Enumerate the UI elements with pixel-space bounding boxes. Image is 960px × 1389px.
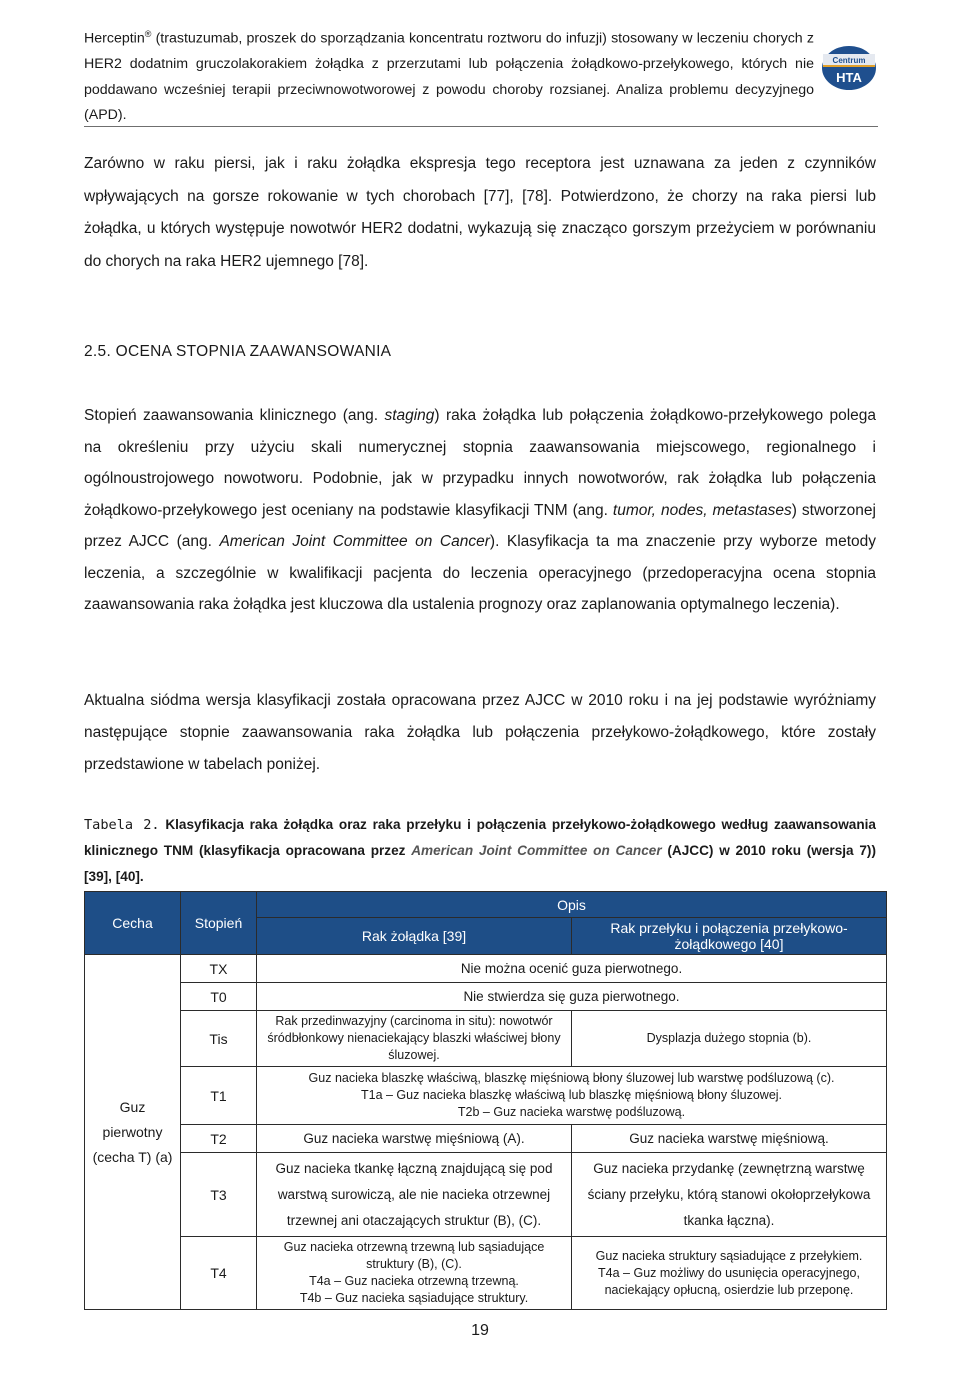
stage-cell: T4 xyxy=(181,1237,257,1310)
description-cell xyxy=(257,1067,887,1125)
logo-text-centrum: Centrum xyxy=(832,56,866,65)
p2-ajcc-term: American Joint Committee on Cancer xyxy=(219,533,490,550)
p2-text-a: Stopień zaawansowania klinicznego (ang. xyxy=(84,407,385,424)
table-row xyxy=(85,1011,887,1067)
stage-cell: T2 xyxy=(181,1125,257,1153)
col-header-opis: Opis xyxy=(257,892,887,918)
p2-text-d: ). Klasyfikacja ta ma znaczenie przy wyborze metody leczenia, a szczególnie w kwalifikacji pacjenta do leczenia operacyjnego (przedoperacyjna ocena stopnia zaawansowania raka żołądka jest kluczowa dla ustalenia prognozy oraz zaplanowania optymalnego leczenia). xyxy=(84,533,876,613)
t1-line-3: T2b – Guz nacieka warstwę podśluzową. xyxy=(457,1105,686,1119)
centrum-hta-logo xyxy=(820,42,878,92)
table-row xyxy=(85,1153,887,1237)
stomach-cell: Rak przedinwazyjny (carcinoma in situ): nowotwór śródbłonkowy nienaciekający blaszki właściwej błony śluzowej. xyxy=(257,1011,572,1067)
description-cell: Nie można ocenić guza pierwotnego. xyxy=(257,955,887,983)
stage-cell: TX xyxy=(181,955,257,983)
col-header-esophagus: Rak przełyku i połączenia przełykowo-żołądkowego [40] xyxy=(572,918,887,955)
t1-line-1: Guz nacieka blaszkę właściwą, blaszkę mięśniową błony śluzowej lub warstwę podśluzową (c). xyxy=(308,1071,835,1085)
drug-name: Herceptin xyxy=(84,30,145,47)
stage-cell: Tis xyxy=(181,1011,257,1067)
p2-text-b: ) raka żołądka lub połączenia żołądkowo-przełykowego polega na określeniu przy użyciu skali numerycznej stopnia zaawansowania miejscowego, regionalnego i ogólnoustrojowego nowotworu. Podobnie, jak w przypadku innych nowotworów, rak żołądka lub połączenia żołądkowo-przełykowego jest oceniany na podstawie klasyfikacji TNM (ang. xyxy=(84,407,876,519)
stage-cell: T1 xyxy=(181,1067,257,1125)
paragraph-staging xyxy=(84,400,876,621)
p2-staging-term: staging xyxy=(384,407,435,424)
table-row xyxy=(85,955,887,983)
feature-cell: Guz pierwotny (cecha T) (a) xyxy=(85,955,181,1310)
registered-mark: ® xyxy=(144,29,152,39)
stage-cell: T0 xyxy=(181,983,257,1011)
table-row xyxy=(85,1237,887,1310)
t4-stomach-line-1: Guz nacieka otrzewną trzewną lub sąsiadujące struktury (B), (C). xyxy=(283,1240,545,1271)
table-row xyxy=(85,983,887,1011)
section-heading: 2.5. OCENA STOPNIA ZAAWANSOWANIA xyxy=(84,343,392,360)
p2-tnm-term: tumor, nodes, metastases xyxy=(612,501,792,519)
table-row xyxy=(85,1125,887,1153)
header-divider xyxy=(84,126,878,127)
paragraph-ajcc-version: Aktualna siódma wersja klasyfikacji została opracowana przez AJCC w 2010 roku i na jej podstawie wyróżniamy następujące stopnie zaawansowania raka żołądka lub połączenia przełykowo-żołądkowego, które zostały przedstawione w tabelach poniżej. xyxy=(84,692,876,773)
caption-source: American Joint Committee on Cancer xyxy=(411,843,662,858)
description-cell: Nie stwierdza się guza pierwotnego. xyxy=(257,983,887,1011)
stage-cell: T3 xyxy=(181,1153,257,1237)
esophagus-cell: Guz nacieka przydankę (zewnętrzną warstwę ściany przełyku, którą stanowi okołoprzełykowa tkanka łączna). xyxy=(572,1153,887,1237)
page-number: 19 xyxy=(471,1322,489,1339)
t1-line-2: T1a – Guz nacieka blaszkę właściwą lub blaszkę mięśniową błony śluzowej. xyxy=(360,1088,783,1102)
t4-stomach-line-2: T4a – Guz nacieka otrzewną trzewną. xyxy=(309,1274,519,1288)
esophagus-cell xyxy=(572,1237,887,1310)
col-header-stopien: Stopień xyxy=(181,892,257,955)
tnm-table xyxy=(84,891,887,1310)
esophagus-cell: Dysplazja dużego stopnia (b). xyxy=(572,1011,887,1067)
stomach-cell: Guz nacieka tkankę łączną znajdującą się pod warstwą surowiczą, ale nie nacieka otrzewnej trzewnej ani otaczających struktur (B), (C). xyxy=(257,1153,572,1237)
col-header-cecha: Cecha xyxy=(85,892,181,955)
t4-stomach-line-3: T4b – Guz nacieka sąsiadujące struktury. xyxy=(299,1291,529,1305)
paragraph-her2-prognosis: Zarówno w raku piersi, jak i raku żołądka ekspresja tego receptora jest uznawana za jeden z czynników wpływających na gorsze rokowanie w tych chorobach [77], [78]. Potwierdzono, że chorzy na raka piersi lub żołądka, u których występuje nowotwór HER2 dodatni, wykazują się znacząco gorszym przeżyciem w porównaniu do chorych na raka HER2 ujemnego [78]. xyxy=(84,155,876,270)
p2-text-c: ) stworzonej przez AJCC (ang. xyxy=(84,501,876,550)
stomach-cell xyxy=(257,1237,572,1310)
header-text: (trastuzumab, proszek do sporządzania koncentratu roztworu do infuzji) stosowany w leczeniu chorych z HER2 dodatnim gruczolakorakiem żołądka z przerzutami lub połączenia żołądkowo-przełykowego, których nie poddawano wcześniej terapii przeciwnowotworowej z powodu choroby rozsianej. Analiza problemu decyzyjnego (APD). xyxy=(84,30,814,124)
t4-esophagus-line-2: T4a – Guz możliwy do usunięcia operacyjnego, naciekający opłucną, osierdzie lub przeponę. xyxy=(598,1265,860,1297)
table-row xyxy=(85,1067,887,1125)
col-header-stomach: Rak żołądka [39] xyxy=(257,918,572,955)
logo-text-hta: HTA xyxy=(836,70,862,85)
t4-esophagus-line-1: Guz nacieka struktury sąsiadujące z przełykiem. xyxy=(595,1248,863,1263)
document-header xyxy=(84,22,814,129)
table-label: Tabela 2. xyxy=(84,817,160,833)
table-caption xyxy=(84,812,876,890)
esophagus-cell: Guz nacieka warstwę mięśniową. xyxy=(572,1125,887,1153)
stomach-cell: Guz nacieka warstwę mięśniową (A). xyxy=(257,1125,572,1153)
caption-text-a: Klasyfikacja raka żołądka oraz raka przełyku i połączenia przełykowo-żołądkowego według zaawansowania klinicznego TNM (klasyfikacja opracowana przez xyxy=(84,817,876,858)
caption-text-b: (AJCC) w 2010 roku (wersja 7)) [39], [40]. xyxy=(84,843,876,884)
